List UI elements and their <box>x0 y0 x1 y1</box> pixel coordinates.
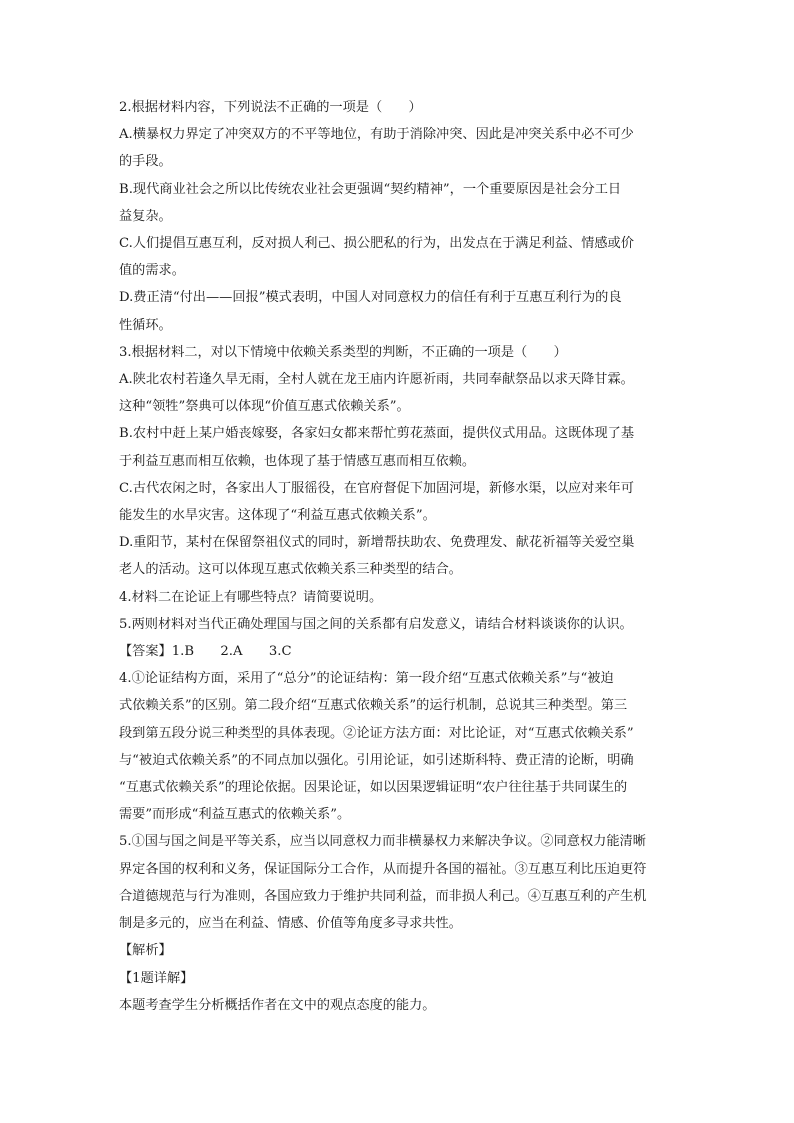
option-2d-line-1: D.费正清“付出——回报”模式表明，中国人对同意权力的信任有利于互惠互利行为的良 <box>119 290 622 306</box>
option-2a-line-2: 的手段。 <box>119 154 172 170</box>
option-2c-line-1: C.人们提倡互惠互利，反对损人利己、损公肥私的行为，出发点在于满足利益、情感或价 <box>119 236 634 252</box>
option-2b-line-2: 益复杂。 <box>119 208 172 224</box>
answer-5-line-3: 合道德规范与行为准则，各国应致力于维护共同利益，而非损人利己。④互惠互利的产生机 <box>119 888 647 904</box>
analysis-text: 本题考查学生分析概括作者在文中的观点态度的能力。 <box>119 997 436 1013</box>
answer-4-line-5: “互惠式依赖关系”的理论依据。因果论证，如以因果逻辑证明“农户往往基于共同谋生的 <box>119 780 628 796</box>
option-2a-line-1: A.横暴权力界定了冲突双方的不平等地位，有助于消除冲突、因此是冲突关系中必不可少 <box>119 127 634 143</box>
option-2b-line-1: B.现代商业社会之所以比传统农业社会更强调“契约精神”，一个重要原因是社会分工日 <box>119 181 622 197</box>
answer-4-line-4: 与“被迫式依赖关系”的不同点加以强化。引用论证，如引述斯科特、费正清的论断，明确 <box>119 752 634 768</box>
option-2d-line-2: 性循环。 <box>119 317 172 333</box>
question-1-detail-heading: 【1题详解】 <box>119 970 194 986</box>
answer-4-line-6: 需要”而形成“利益互惠式的依赖关系”。 <box>119 807 351 823</box>
option-3a-line-2: 这种“领牲”祭典可以体现“价值互惠式依赖关系”。 <box>119 399 410 415</box>
answer-5-line-4: 制是多元的，应当在利益、情感、价值等角度多寻求共性。 <box>119 916 462 932</box>
question-3-stem: 3.根据材料二，对以下情境中依赖关系类型的判断，不正确的一项是（ ） <box>119 344 567 360</box>
option-2c-line-2: 值的需求。 <box>119 263 185 279</box>
option-3c-line-1: C.古代农闲之时，各家出人丁服徭役，在官府督促下加固河堤，新修水渠，以应对来年可 <box>119 480 634 496</box>
option-3a-line-1: A.陕北农村若逢久旱无雨，全村人就在龙王庙内许愿祈雨，共同奉献祭品以求天降甘霖。 <box>119 372 634 388</box>
answer-5-line-2: 界定各国的权利和义务，保证国际分工合作，从而提升各国的福祉。③互惠互利比压迫更符 <box>119 861 647 877</box>
option-3d-line-2: 老人的活动。这可以体现互惠式依赖关系三种类型的结合。 <box>119 562 462 578</box>
option-3d-line-1: D.重阳节，某村在保留祭祖仪式的同时，新增帮扶助农、免费理发、献花祈福等关爱空巢 <box>119 535 635 551</box>
question-2-stem: 2.根据材料内容，下列说法不正确的一项是（ ） <box>119 100 422 115</box>
option-3b-line-1: B.农村中赶上某户婚丧嫁娶，各家妇女都来帮忙剪花蒸面，提供仪式用品。这既体现了基 <box>119 426 635 442</box>
option-3b-line-2: 于利益互惠而相互依赖，也体现了基于情感互惠而相互依赖。 <box>119 453 476 469</box>
answer-4-line-3: 段到第五段分说三种类型的具体表现。②论证方法方面：对比论证，对“互惠式依赖关系” <box>119 725 634 741</box>
answer-4-line-2: 式依赖关系”的区别。第二段介绍“互惠式依赖关系”的运行机制，总说其三种类型。第三 <box>119 698 628 714</box>
answer-4-line-1: 4.①论证结构方面，采用了“总分”的论证结构：第一段介绍“互惠式依赖关系”与“被迫 <box>119 671 614 687</box>
answer-5-line-1: 5.①国与国之间是平等关系，应当以同意权力而非横暴权力来解决争议。②同意权力能清晰 <box>119 834 646 850</box>
analysis-heading: 【解析】 <box>119 943 172 959</box>
question-5-stem: 5.两则材料对当代正确处理国与国之间的关系都有启发意义，请结合材料谈谈你的认识。 <box>119 616 633 632</box>
option-3c-line-2: 能发生的水旱灾害。这体现了“利益互惠式依赖关系”。 <box>119 508 436 524</box>
question-4-stem: 4.材料二在论证上有哪些特点？请简要说明。 <box>119 589 383 605</box>
answer-key: 【答案】1.B 2.A 3.C <box>119 644 292 660</box>
document-page <box>119 94 681 1019</box>
